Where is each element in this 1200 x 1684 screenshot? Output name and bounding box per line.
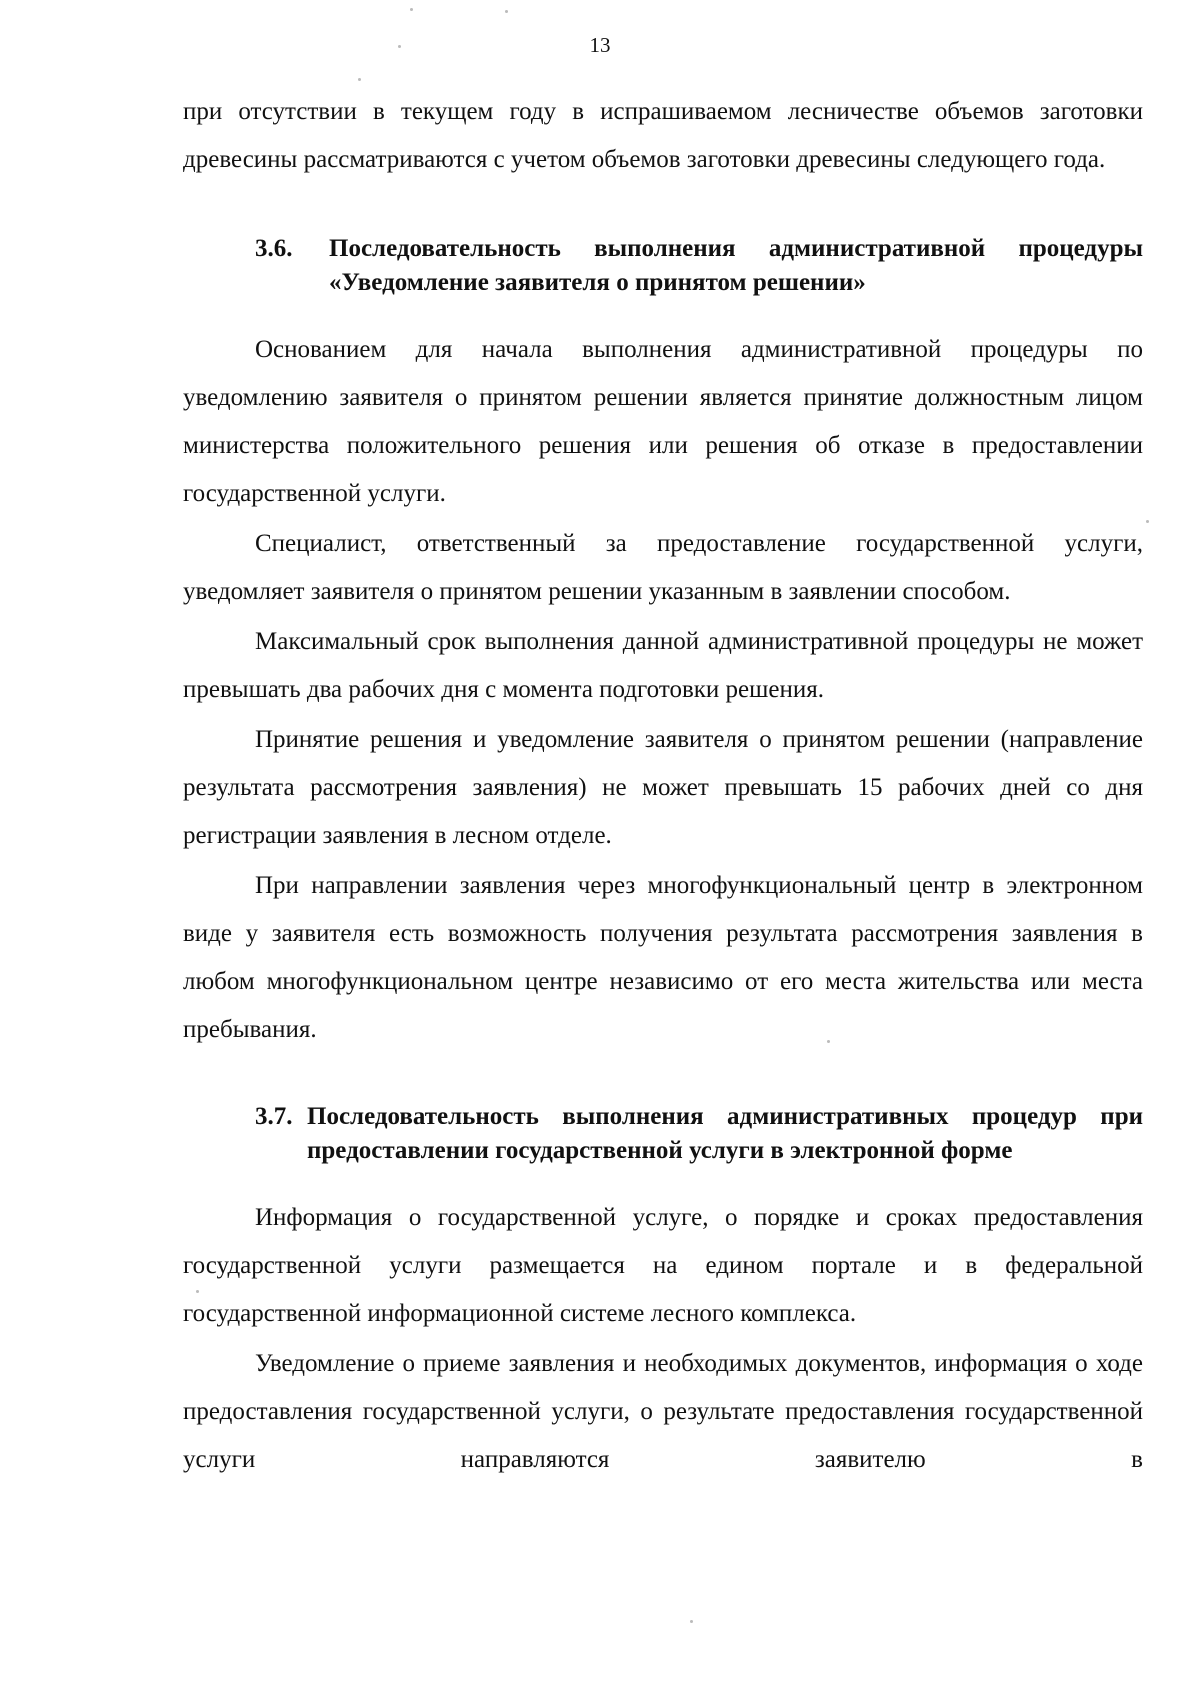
section-number: 3.7.: [255, 1103, 293, 1130]
section-title: Последовательность выполнения административной процедуры «Уведомление заявителя о принятом решении»: [329, 235, 1143, 296]
scan-speck: [505, 10, 508, 13]
section-number: 3.6.: [255, 235, 293, 262]
section-3-6-paragraph: Основанием для начала выполнения административной процедуры по уведомлению заявителя о принятом решении является принятие должностным лицом министерства положительного решения или решения об отказе в предоставлении государственной услуги.: [183, 336, 1143, 507]
section-3-6-paragraph: Специалист, ответственный за предоставление государственной услуги, уведомляет заявителя о принятом решении указанным в заявлении способом.: [183, 530, 1143, 605]
scan-speck: [358, 78, 361, 81]
section-3-7-paragraph: Уведомление о приеме заявления и необходимых документов, информация о ходе предоставления государственной услуги, о результате предоставления государственной услуги направляются заявителю в: [183, 1350, 1143, 1473]
scan-speck: [827, 1040, 830, 1043]
scan-speck: [196, 1290, 199, 1293]
section-title: Последовательность выполнения административных процедур при предоставлении государственной услуги в электронной форме: [307, 1103, 1143, 1164]
section-3-6-paragraph: При направлении заявления через многофункциональный центр в электронном виде у заявителя есть возможность получения результата рассмотрения заявления в любом многофункциональном центре независимо от его места жительства или места пребывания.: [183, 872, 1143, 1043]
document-body: [183, 88, 1143, 1486]
scan-speck: [410, 8, 413, 11]
section-heading-3-6: [183, 232, 1143, 300]
section-3-7-paragraph: Информация о государственной услуге, о порядке и сроках предоставления государственной услуги размещается на едином портале и в федеральной государственной информационной системе лесного комплекса.: [183, 1204, 1143, 1327]
page-number: 13: [589, 33, 611, 57]
scan-speck: [1146, 520, 1149, 523]
scan-speck: [690, 1620, 693, 1623]
intro-paragraph: при отсутствии в текущем году в испрашиваемом лесничестве объемов заготовки древесины рассматриваются с учетом объемов заготовки древесины следующего года.: [183, 98, 1143, 173]
section-3-6-paragraph: Принятие решения и уведомление заявителя о принятом решении (направление результата рассмотрения заявления) не может превышать 15 рабочих дней со дня регистрации заявления в лесном отделе.: [183, 726, 1143, 849]
section-3-6-paragraph: Максимальный срок выполнения данной административной процедуры не может превышать два рабочих дня с момента подготовки решения.: [183, 628, 1143, 703]
scan-speck: [398, 45, 401, 48]
section-heading-3-7: [183, 1100, 1143, 1168]
